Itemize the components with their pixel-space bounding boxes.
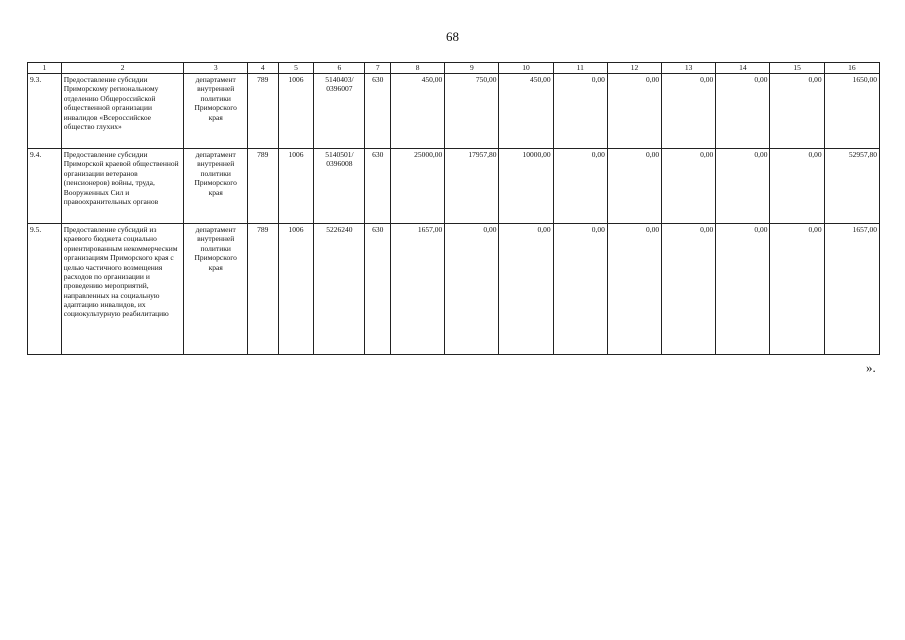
cell-col8: 1657,00 [391, 224, 445, 355]
cell-col12: 0,00 [607, 149, 661, 224]
department: департамент внутренней политики Приморского края [184, 74, 247, 149]
cell-col9: 17957,80 [445, 149, 499, 224]
cell-col16: 1657,00 [824, 224, 879, 355]
cell-col6: 5140403/ 0396007 [314, 74, 365, 149]
cell-col10: 450,00 [499, 74, 553, 149]
cell-col14: 0,00 [716, 149, 770, 224]
row-number: 9.5. [28, 224, 62, 355]
table-row [28, 149, 880, 224]
measure-name: Предоставление субсидии Приморской краевой общественной организации ветеранов (пенсионеров) войны, труда, Вооруженных Сил и правоохранительных органов [61, 149, 184, 224]
cell-col13: 0,00 [662, 149, 716, 224]
cell-col11: 0,00 [553, 224, 607, 355]
cell-col12: 0,00 [607, 224, 661, 355]
cell-col13: 0,00 [662, 74, 716, 149]
cell-col5: 1006 [278, 224, 314, 355]
cell-col16: 1650,00 [824, 74, 879, 149]
cell-col5: 1006 [278, 149, 314, 224]
cell-col4: 789 [247, 74, 278, 149]
row-number: 9.4. [28, 149, 62, 224]
cell-col9: 0,00 [445, 224, 499, 355]
column-header: 11 [553, 63, 607, 74]
column-header: 8 [391, 63, 445, 74]
budget-table [27, 62, 880, 355]
department: департамент внутренней политики Приморского края [184, 149, 247, 224]
cell-col6: 5226240 [314, 224, 365, 355]
cell-col4: 789 [247, 224, 278, 355]
cell-col10: 0,00 [499, 224, 553, 355]
closing-quote-mark: ». [866, 360, 876, 375]
header-row [28, 63, 880, 74]
column-header: 15 [770, 63, 824, 74]
column-header: 2 [61, 63, 184, 74]
column-header: 9 [445, 63, 499, 74]
cell-col14: 0,00 [716, 224, 770, 355]
cell-col10: 10000,00 [499, 149, 553, 224]
row-number: 9.3. [28, 74, 62, 149]
column-header: 13 [662, 63, 716, 74]
column-header: 1 [28, 63, 62, 74]
cell-col4: 789 [247, 149, 278, 224]
cell-col9: 750,00 [445, 74, 499, 149]
column-header: 7 [365, 63, 391, 74]
column-header: 6 [314, 63, 365, 74]
cell-col12: 0,00 [607, 74, 661, 149]
column-header: 12 [607, 63, 661, 74]
column-header: 16 [824, 63, 879, 74]
page-number: 68 [446, 29, 459, 44]
cell-col11: 0,00 [553, 74, 607, 149]
column-header: 10 [499, 63, 553, 74]
table-row [28, 74, 880, 149]
cell-col16: 52957,80 [824, 149, 879, 224]
cell-col13: 0,00 [662, 224, 716, 355]
cell-col6: 5140501/ 0396008 [314, 149, 365, 224]
cell-col7: 630 [365, 149, 391, 224]
column-header: 5 [278, 63, 314, 74]
cell-col15: 0,00 [770, 74, 824, 149]
cell-col7: 630 [365, 224, 391, 355]
cell-col5: 1006 [278, 74, 314, 149]
column-header: 4 [247, 63, 278, 74]
column-header: 3 [184, 63, 247, 74]
cell-col8: 450,00 [391, 74, 445, 149]
cell-col15: 0,00 [770, 224, 824, 355]
cell-col15: 0,00 [770, 149, 824, 224]
cell-col8: 25000,00 [391, 149, 445, 224]
department: департамент внутренней политики Приморского края [184, 224, 247, 355]
column-header: 14 [716, 63, 770, 74]
table-row [28, 224, 880, 355]
measure-name: Предоставление субсидий из краевого бюджета социально ориентированным некоммерческим организациям Приморского края с целью частичного возмещения расходов по организации и проведению мероприятий, направленных на социальную адаптацию инвалидов, их социокультурную реабилитацию [61, 224, 184, 355]
cell-col14: 0,00 [716, 74, 770, 149]
cell-col7: 630 [365, 74, 391, 149]
cell-col11: 0,00 [553, 149, 607, 224]
measure-name: Предоставление субсидии Приморскому региональному отделению Общероссийской общественной организации инвалидов «Всероссийское общество глухих» [61, 74, 184, 149]
